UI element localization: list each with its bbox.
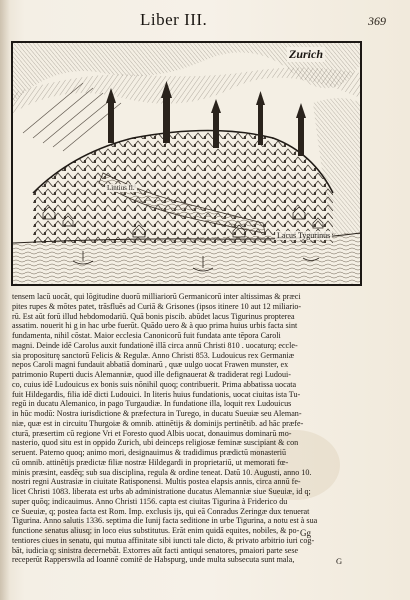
- text-line: co, cuius idē Ludouicus ex bonis suis nōnihil quoq; contribuerit. Prima abbatissa uocata: [12, 379, 297, 389]
- river-label: Lintius fl.: [107, 184, 135, 192]
- text-line: nepos Caroli magni fundauit abbatiā dominarū , quæ uulgo uocat Frawen munster, ex: [12, 360, 289, 370]
- text-line: patrimonio Ruperti ducis Alemanniæ, quod ille defignauerat & tradiderat regi Ludoui-: [12, 370, 291, 379]
- lake-label: Lacus Tygurinus: [277, 231, 331, 240]
- text-line: super quōq; indicauimus. Anno Christi 1156. capta est ciuitas Tigurina à Friderico du: [12, 496, 288, 506]
- body-text: [12, 292, 364, 565]
- text-line: functione senatus aliusq; in loco eius substitutus. Erāt enim quidā equites, nobiles, & po-: [12, 526, 300, 535]
- woodcut-illustration: [13, 43, 360, 284]
- text-line: regū in ducatu Alemanico, in pago Turgaudiæ. In fundatione illa, loquit rex Ludouicus: [12, 399, 292, 409]
- text-line: pites rupes & mōtes patet, trāsfluēs ad Curiā & Grisones (ipsos itinere 10 aut 12 miliario-: [12, 301, 302, 311]
- page-number: 369: [368, 14, 386, 28]
- city-woodcut: [11, 41, 362, 286]
- text-line: niæ, quæ est in circuitu Thurgoiæ & omnib. attinētijs & dominijs pertinētib. ad hāc præfe-: [12, 418, 304, 428]
- printer-signature: Gg: [300, 528, 311, 538]
- text-line: magni. Deinde idē Carolus auxit fundationē illā circa annū Christi 810 . uocaturq; eccle-: [12, 340, 298, 350]
- text-line: bāt, iudicia q; sinistra decernebāt. Extorres aūt facti antiqui senatores, pmaiori parte sese: [12, 545, 299, 555]
- text-line: seruent. Paterno quoq; animo mori, designauimus & tradidimus prædictū monasteriū: [12, 448, 287, 457]
- city-label: Zurich: [289, 47, 324, 61]
- text-line: in hūc modū: Nostra iurisdictione & præfectura in Turego, in ducatu Sueuiæ seu Aleman-: [12, 409, 302, 418]
- text-line: tentiores ciues in senatu, qui mutua affinitate sibi iuncti tale dicto, & privato arbitrio iuri cog-: [12, 535, 315, 545]
- text-line: rū. Est aūt forū illud hebdomodariū. Quā bonis piscib. abūdet lacus Tigurinus propterea: [12, 311, 295, 321]
- text-line: nostri regni Austrasiæ in ciuitate Ratisponensi. Multis postea elapsis annis, circa annū fe-: [12, 477, 301, 487]
- text-line: assatim. nouerit hi g in hac urbe fuerūt. Quādo uero & à quo prima huius urbis facta sint: [12, 321, 298, 331]
- text-line: Tigurina. Anno salutis 1336. septima die Iunij facta seditione in urbe Tigurina, a notu est à sua: [12, 516, 318, 526]
- text-line: cturā, præsertim cū regione Vri et Foresto quod Albis uocat, donauimus dominarū mo-: [12, 428, 292, 438]
- text-line: cū omnib. attinētijs prædictæ filiæ nostræ Hildegardi in proprietariū, ut memorati fœ-: [12, 457, 289, 467]
- text-line: receperūt Rapperswila ad Ioannē comitē de Habspurg, unde multa subsecuta sunt mala,: [12, 555, 295, 565]
- text-line: licet Christi 1083. liberata est urbs ab administratione ducatus Alemanniæ siue Sueuiæ, id q;: [12, 487, 311, 496]
- text-line: nasterio, quod situ est in oppido Zurich, ubi deinceps religiosæ feminæ suscipiant & con: [12, 438, 299, 448]
- spine-shadow: [0, 0, 10, 600]
- text-line: fundamenta, nihil cōstat. Maior ecclesia Canonicorū fuit fundata ante tēpora Caroli: [12, 331, 281, 340]
- text-line: fuit Hildegardis, filia idē dicti Ludouici. In literis huius fundationis, uocat ciuitas ista Tu-: [12, 389, 301, 399]
- text-line: sia propositurę sanctorū Felicis & Regulæ. Anno Christi 853. Ludouicus rex Germaniæ: [12, 350, 295, 360]
- running-head: Liber III.: [140, 10, 208, 29]
- text-line: tensem lacū uocāt, qui lōgitudine duorū milliariorū Germanicorū inter altissimas & præci: [12, 292, 301, 301]
- catchword: G: [336, 556, 343, 566]
- text-line: ce Sueuiæ, q; postea facta est Rom. Imp. exclusis ijs, qui eā Conradus Zeringæ dux tenuerat: [12, 506, 310, 516]
- text-line: minis præsint, easdēq; sub sua disciplina, regula & ordine teneat. Datū 10. Augusti, anno 10.: [12, 467, 312, 477]
